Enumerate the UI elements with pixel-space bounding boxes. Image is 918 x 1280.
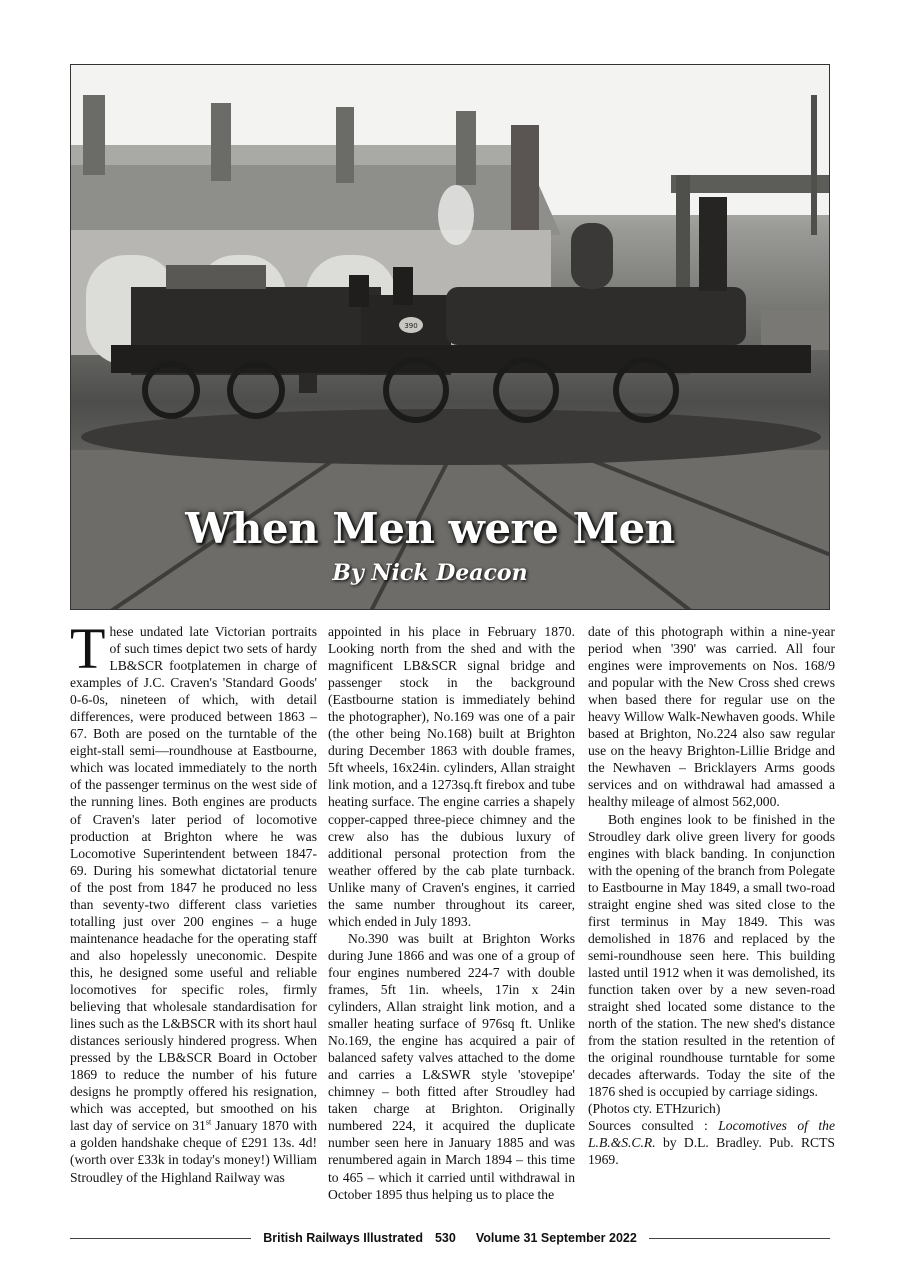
paragraph: date of this photograph within a nine-year period when '390' was carried. All four engines were improvements on Nos. 168/9 and popular with the New Cross shed crews when based there for regular use on the heavy Willow Walk-Newhaven goods. While based at Brighton, No.224 also saw regular use on the heavy Brighton-Lillie Bridge and the Newhaven – Bricklayers Arms goods services and on withdrawal had amassed a healthy mileage of almost 562,000.	[588, 624, 835, 810]
paragraph: Both engines look to be finished in the Stroudley dark olive green livery for goods engines with black banding. In conjunction with the opening of the branch from Polegate to Eastbourne in May 1849, a small two-road straight engine shed was sited close to the first terminus in May 1849. This was demolished in 1876 and replaced by the semi-roundhouse seen here. This building lasted until 1912 when it was demolished, its function taken over by a new seven-road straight shed located some distance to the north of the station. The new shed's distance from the station resulted in the retention of the original roundhouse turntable for some decades afterwards. Today the site of the 1876 shed is occupied by carriage sidings.	[588, 811, 835, 1100]
page-footer	[70, 1228, 830, 1248]
paragraph	[70, 623, 317, 1186]
text-column-2	[328, 623, 575, 1213]
paragraph-text-end: January 1870 with a golden handshake cheque of £291 13s. 4d! (worth over £33k in today's money!) William Stroudley of the Highland Railway was	[70, 1118, 317, 1185]
drop-cap: T	[70, 623, 106, 681]
page-number: 530	[434, 1231, 456, 1245]
paragraph: No.390 was built at Brighton Works during June 1866 and was one of a group of four engines numbered 224-7 with double frames, 5ft 1in. wheels, 17in x 24in cylinders, Allan straight link motion, and a smaller heating surface of 976sq ft. Unlike No.169, the engine has acquired a pair of balanced safety valves attached to the dome and carries a L&SWR style 'stovepipe' chimney – both fitted after Stroudley had taken charge at Brighton. Originally numbered 224, it acquired the duplicate number seen here in January 1885 and was renumbered again in March 1894 – this time to 465 – which it carried until withdrawal in October 1895 thus helping us to place the	[328, 930, 575, 1202]
issue-info: Volume 31 September 2022	[475, 1231, 637, 1245]
text-column-3	[588, 623, 835, 1213]
ordinal-suffix: st	[205, 1117, 212, 1127]
sources-prefix: Sources consulted :	[588, 1118, 719, 1134]
number-plate: 390	[404, 322, 418, 330]
article-title: When Men were Men	[185, 504, 675, 553]
magazine-name: British Railways Illustrated	[263, 1231, 423, 1245]
sources-title: Locomotives of the L.B.&S.C.R.	[588, 1118, 835, 1151]
paragraph: appointed in his place in February 1870. Looking north from the shed and with the magnificent LB&SCR signal bridge and passenger stock in the background (Eastbourne station is immediately behind the photographer), No.169 was one of a pair (the other being No.168) built at Brighton during December 1863 with double frames, 5ft wheels, 16x24in. cylinders, Allan straight link motion, and a 1273sq.ft firebox and tube heating surface. The engine carries a shapely copper-capped three-piece chimney and the crew also has the dubious luxury of additional personal protection from the weather offered by the cab plate turnback. Unlike many of Craven's engines, it carried the same number throughout its career, which ended in July 1893.	[328, 624, 575, 929]
footer-rule-left	[70, 1238, 251, 1239]
sources-line	[588, 1117, 835, 1168]
text-column-1	[70, 623, 317, 1213]
article-byline: By Nick Deacon	[332, 560, 528, 586]
footer-rule-right	[649, 1238, 830, 1239]
paragraph-text: hese undated late Victorian portraits of such times depict two sets of hardy LB&SCR footplatemen in charge of examples of J.C. Craven's 'Standard Goods' 0-6-0s, nineteen of which, with detail differences, were produced between 1863 – 67. Both are posed on the turntable of the eight-stall semi—roundhouse at Eastbourne, which was located immediately to the north of the passenger terminus on the west side of the running lines. Both engines are products of Craven's later period of locomotive production at Brighton where he was Locomotive Superintendent between 1847-69. During his somewhat dictatorial tenure of the post from 1847 he produced no less than seventy-two different class varieties totalling just over 200 engines – a huge maintenance headache for the operating staff and also hopelessly uneconomic. Despite this, he designed some useful and reliable locomotives for specific roles, firmly believing that wholesale standardisation for lines such as the L&BSCR with its short haul distances seriously hindered progress. When pressed by the LB&SCR Board in October 1869 to reduce the number of his future designs he promptly offered his resignation, which was accepted, but smoothed on his last day of service on 31	[70, 624, 317, 1134]
sources-suffix: by D.L. Bradley. Pub. RCTS 1969.	[588, 1135, 835, 1168]
photo-credit: (Photos cty. ETHzurich)	[588, 1101, 721, 1117]
